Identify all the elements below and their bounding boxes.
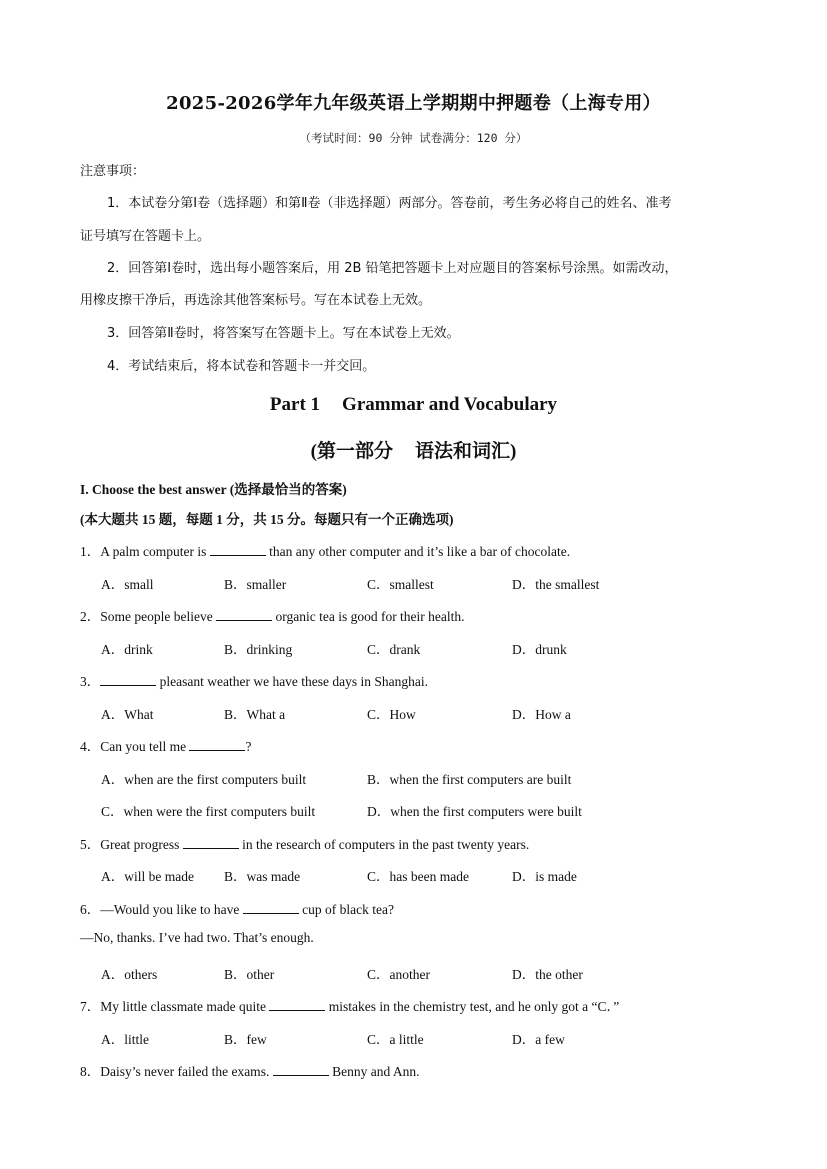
answer-blank[interactable] (189, 738, 245, 751)
option-c[interactable]: C．smallest (367, 577, 434, 592)
question-text: in the research of computers in the past twenty years. (238, 837, 530, 852)
notice-item-3: 3．回答第Ⅱ卷时，将答案写在答题卡上。写在本试卷上无效。 (107, 326, 460, 341)
question-text: 3． (80, 674, 101, 689)
option-d[interactable]: D．is made (512, 869, 577, 884)
option-c[interactable]: C．a little (367, 1032, 424, 1047)
question-text: 7．My little classmate made quite (80, 999, 270, 1014)
question-6-reply: —No, thanks. I’ve had two. That’s enough. (80, 930, 314, 945)
question-text: 1．A palm computer is (80, 544, 210, 559)
option-b[interactable]: B．drinking (224, 642, 293, 657)
option-b[interactable]: B．few (224, 1032, 267, 1047)
notice-item-1-cont: 证号填写在答题卡上。 (80, 229, 211, 244)
section-heading: I. Choose the best answer (选择最恰当的答案) (80, 482, 347, 497)
option-c[interactable]: C．drank (367, 642, 421, 657)
question-4 (80, 735, 251, 755)
option-d[interactable]: D．when the first computers were built (367, 804, 582, 819)
question-text: 4．Can you tell me (80, 739, 190, 754)
option-b[interactable]: B．was made (224, 869, 301, 884)
exam-title: 2025-2026学年九年级英语上学期期中押题卷（上海专用） (166, 93, 661, 114)
question-text: 2．Some people believe (80, 609, 217, 624)
question-text: mistakes in the chemistry test, and he only got a “C．” (325, 999, 620, 1014)
question-text: than any other computer and it’s like a bar of chocolate. (265, 544, 571, 559)
question-text: 6．—Would you like to have (80, 902, 243, 917)
notice-item-2: 2．回答第Ⅰ卷时，选出每小题答案后，用 2B 铅笔把答题卡上对应题目的答案标号涂黑。如需改动， (107, 261, 678, 276)
exam-subtitle: （考试时间：90 分钟 试卷满分：120 分） (299, 131, 528, 145)
answer-blank[interactable] (243, 901, 299, 914)
notice-item-1: 1．本试卷分第Ⅰ卷（选择题）和第Ⅱ卷（非选择题）两部分。答卷前，考生务必将自己的姓名、准考 (107, 196, 672, 211)
question-3 (80, 670, 428, 690)
option-a[interactable]: A．others (101, 967, 158, 982)
option-d[interactable]: D．the smallest (512, 577, 600, 592)
option-a[interactable]: A．will be made (101, 869, 194, 884)
question-1 (80, 540, 570, 560)
question-5 (80, 833, 529, 853)
option-b[interactable]: B．other (224, 967, 275, 982)
question-text: ? (245, 739, 252, 754)
question-text: 8．Daisy’s never failed the exams. (80, 1064, 273, 1079)
option-d[interactable]: D．drunk (512, 642, 567, 657)
answer-blank[interactable] (183, 836, 239, 849)
notice-heading: 注意事项： (80, 164, 146, 179)
section-instructions: (本大题共 15 题，每题 1 分，共 15 分。每题只有一个正确选项) (80, 512, 454, 527)
option-b[interactable]: B．What a (224, 707, 286, 722)
option-d[interactable]: D．the other (512, 967, 583, 982)
answer-blank[interactable] (100, 673, 156, 686)
part-name: Grammar and Vocabulary (342, 394, 558, 415)
part-number: Part 1 (269, 394, 321, 415)
option-a[interactable]: A．What (101, 707, 154, 722)
notice-item-4: 4．考试结束后，将本试卷和答题卡一并交回。 (107, 359, 376, 374)
question-text: pleasant weather we have these days in Shanghai. (156, 674, 429, 689)
question-2 (80, 605, 465, 625)
option-c[interactable]: C．when were the first computers built (101, 804, 316, 819)
question-7 (80, 995, 619, 1015)
question-6 (80, 898, 394, 918)
question-text: 5．Great progress (80, 837, 183, 852)
option-d[interactable]: D．How a (512, 707, 571, 722)
answer-blank[interactable] (269, 998, 325, 1011)
option-c[interactable]: C．another (367, 967, 430, 982)
option-a[interactable]: A．little (101, 1032, 149, 1047)
answer-blank[interactable] (216, 608, 272, 621)
part-cn-right: 语法和词汇) (415, 441, 517, 462)
part-cn-left: (第一部分 (310, 441, 393, 462)
part-title (0, 394, 827, 416)
answer-blank[interactable] (210, 543, 266, 556)
question-text: Benny and Ann. (328, 1064, 420, 1079)
question-8 (80, 1060, 419, 1080)
option-a[interactable]: A．drink (101, 642, 153, 657)
option-a[interactable]: A．when are the first computers built (101, 772, 307, 787)
option-b[interactable]: B．smaller (224, 577, 287, 592)
option-d[interactable]: D．a few (512, 1032, 565, 1047)
option-b[interactable]: B．when the first computers are built (367, 772, 572, 787)
option-c[interactable]: C．has been made (367, 869, 469, 884)
question-text: organic tea is good for their health. (272, 609, 465, 624)
option-a[interactable]: A．small (101, 577, 154, 592)
question-text: cup of black tea? (298, 902, 394, 917)
notice-item-2-cont: 用橡皮擦干净后，再选涂其他答案标号。写在本试卷上无效。 (80, 293, 432, 308)
answer-blank[interactable] (273, 1063, 329, 1076)
part-subtitle (0, 436, 827, 463)
option-c[interactable]: C．How (367, 707, 416, 722)
